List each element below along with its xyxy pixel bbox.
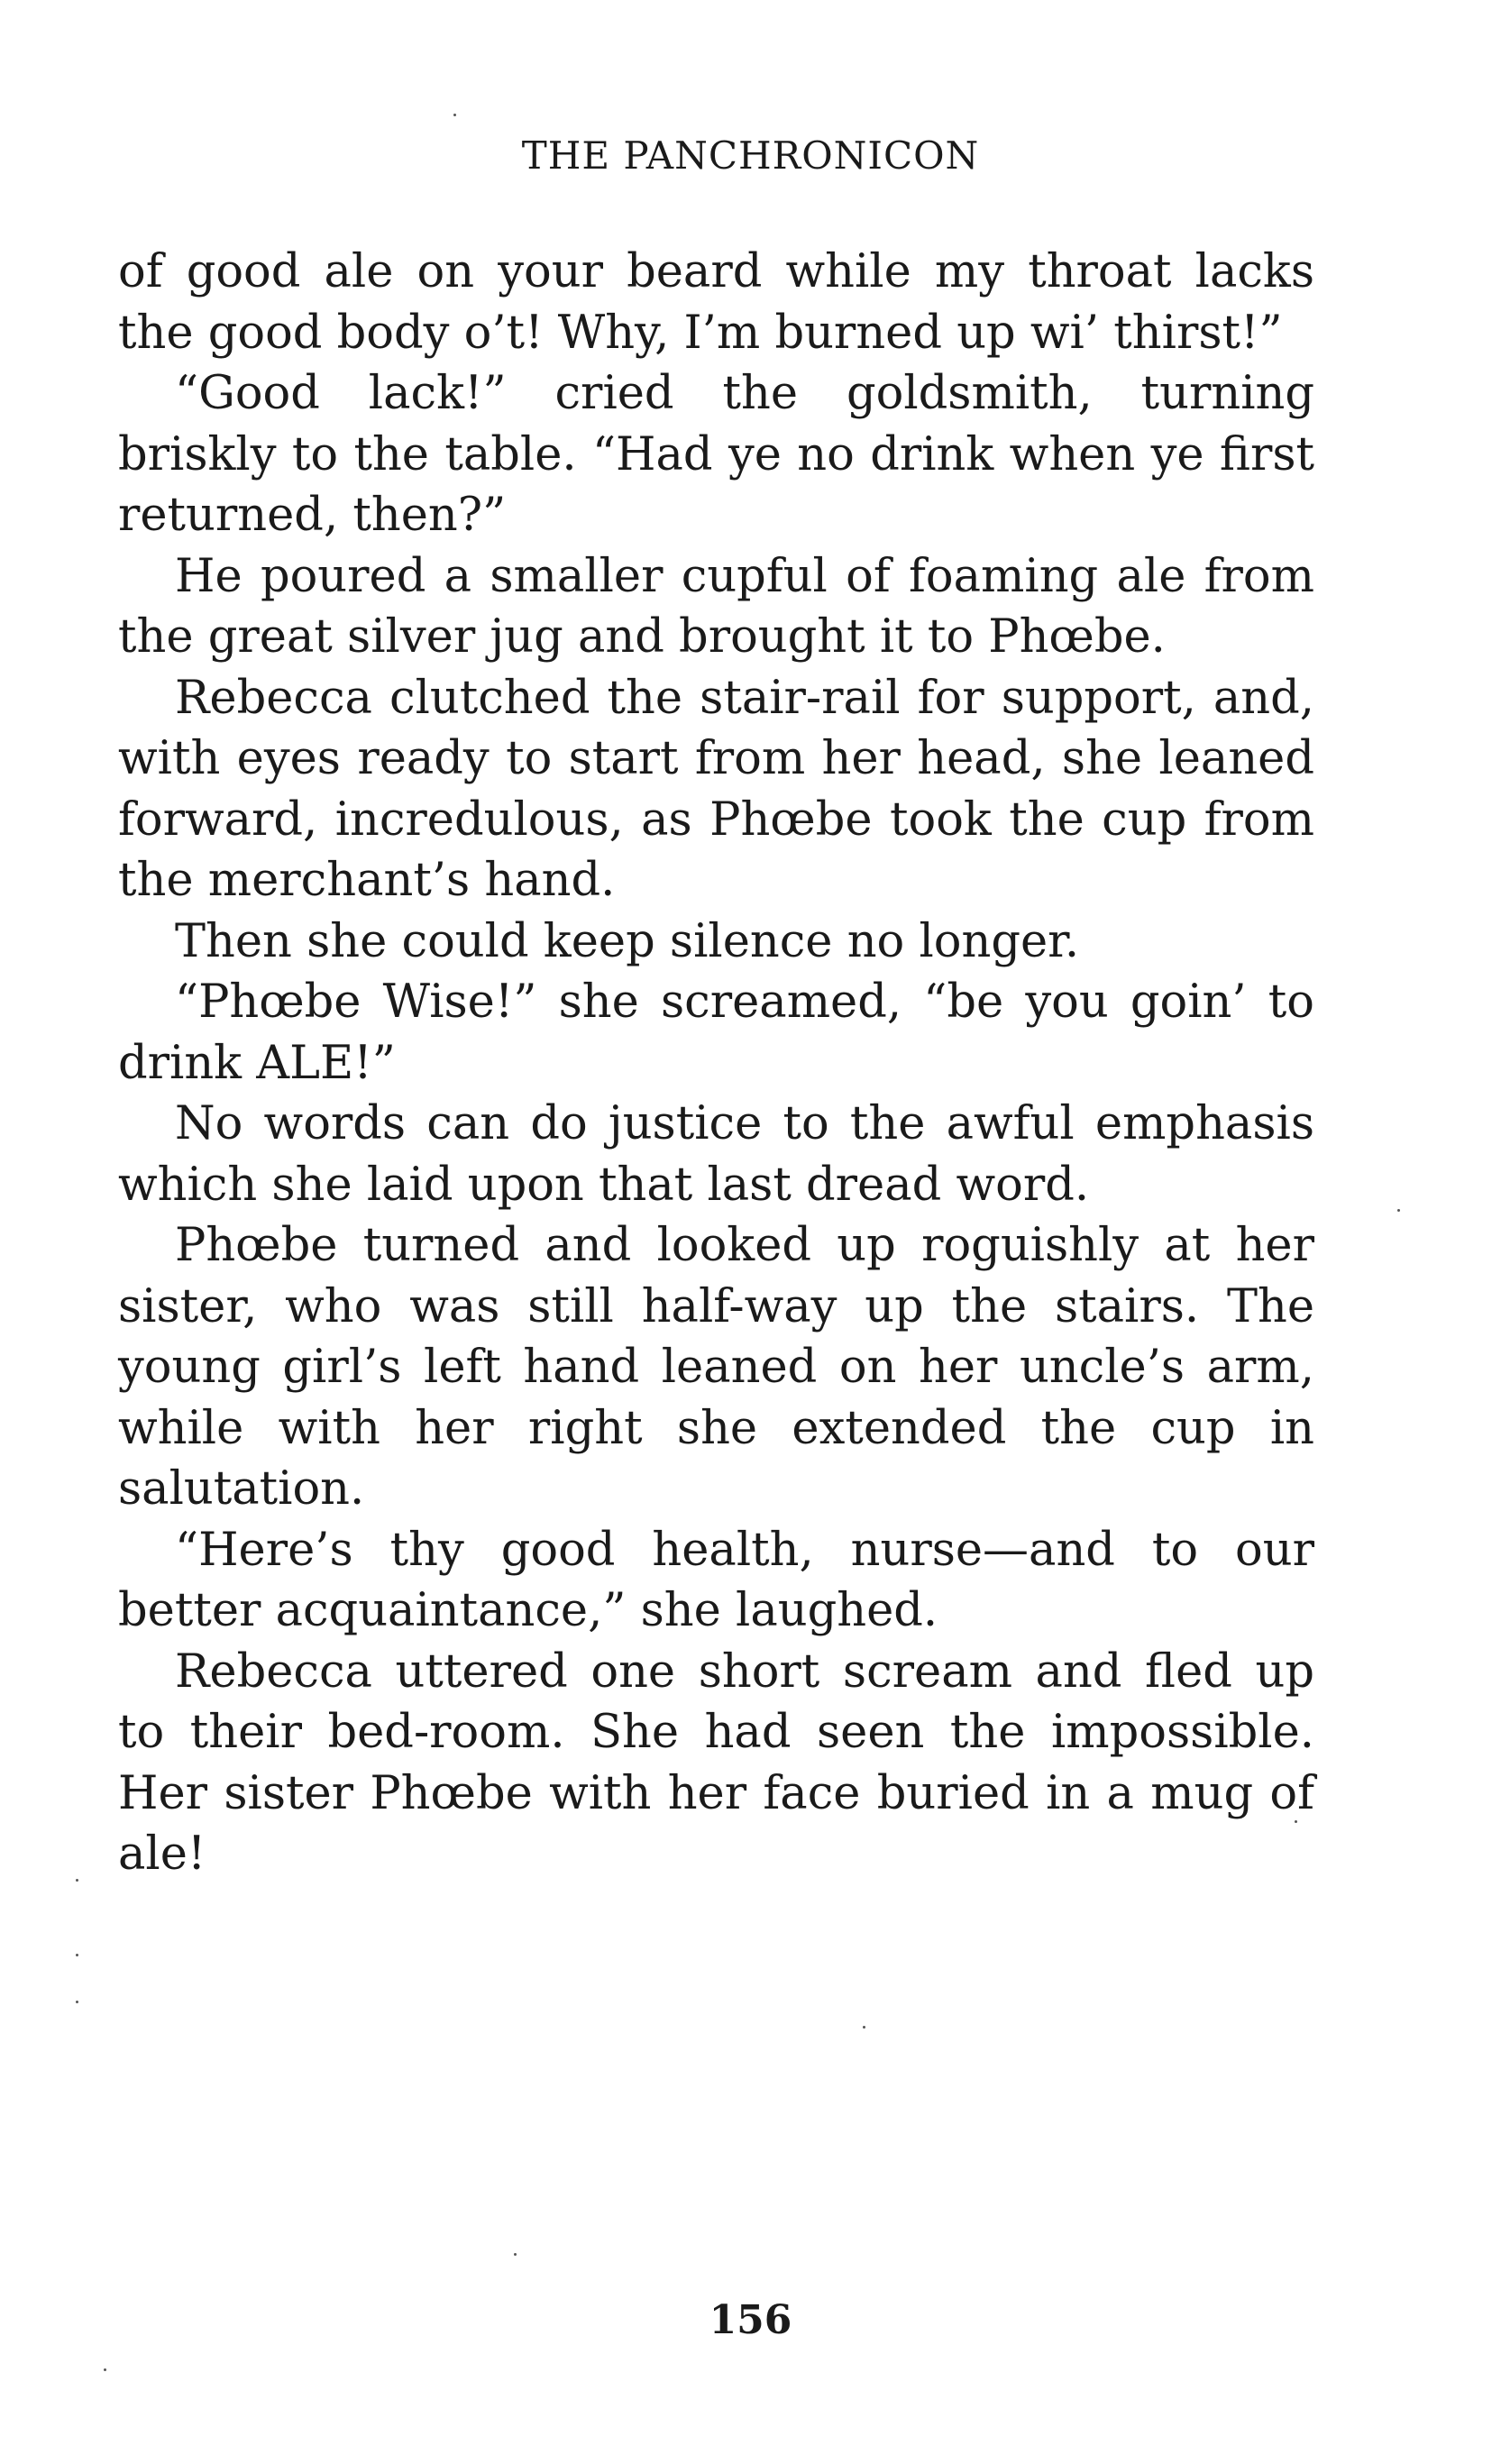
paper-speck bbox=[76, 1879, 78, 1882]
paragraph-8: Phœbe turned and looked up roguishly at her sister, who was still half-way up the stairs. The young girl’s left hand leaned on her uncle’s arm, while with her right she extended the cup in salutation. bbox=[118, 1219, 1314, 1516]
paper-speck bbox=[1295, 1820, 1297, 1823]
body-text bbox=[118, 242, 1314, 1885]
paper-speck bbox=[104, 2368, 106, 2371]
paper-speck bbox=[76, 2001, 78, 2003]
paper-speck bbox=[76, 1954, 78, 1956]
paper-speck bbox=[453, 114, 456, 116]
paragraph-6: “Phœbe Wise!” she screamed, “be you goin’ to drink ALE!” bbox=[118, 976, 1314, 1090]
paper-speck bbox=[1397, 1209, 1400, 1212]
paragraph-7: No words can do justice to the awful emphasis which she laid upon that last dread word. bbox=[118, 1097, 1314, 1212]
paragraph-5: Then she could keep silence no longer. bbox=[175, 914, 1080, 968]
paragraph-10: Rebecca uttered one short scream and fled up to their bed-room. She had seen the impossible. Her sister Phœbe with her face buried in a mug of ale! bbox=[118, 1644, 1314, 1881]
paper-speck bbox=[514, 2253, 517, 2256]
paragraph-1: of good ale on your beard while my throat lacks the good body o’t! Why, I’m burned up wi’ thirst!” bbox=[118, 245, 1314, 360]
paragraph-3: He poured a smaller cupful of foaming ale from the great silver jug and brought it to Phœbe. bbox=[118, 549, 1314, 664]
page-number: 156 bbox=[709, 2297, 792, 2343]
paragraph-4: Rebecca clutched the stair-rail for support, and, with eyes ready to start from her head, she leaned forward, incredulous, as Phœbe took the cup from the merchant’s hand. bbox=[118, 671, 1314, 907]
paragraph-9: “Here’s thy good health, nurse—and to our better acquaintance,” she laughed. bbox=[118, 1523, 1314, 1637]
paragraph-2: “Good lack!” cried the goldsmith, turning briskly to the table. “Had ye no drink when ye first returned, then?” bbox=[118, 367, 1314, 542]
running-title: THE PANCHRONICON bbox=[521, 133, 980, 178]
paper-speck bbox=[863, 2026, 865, 2029]
